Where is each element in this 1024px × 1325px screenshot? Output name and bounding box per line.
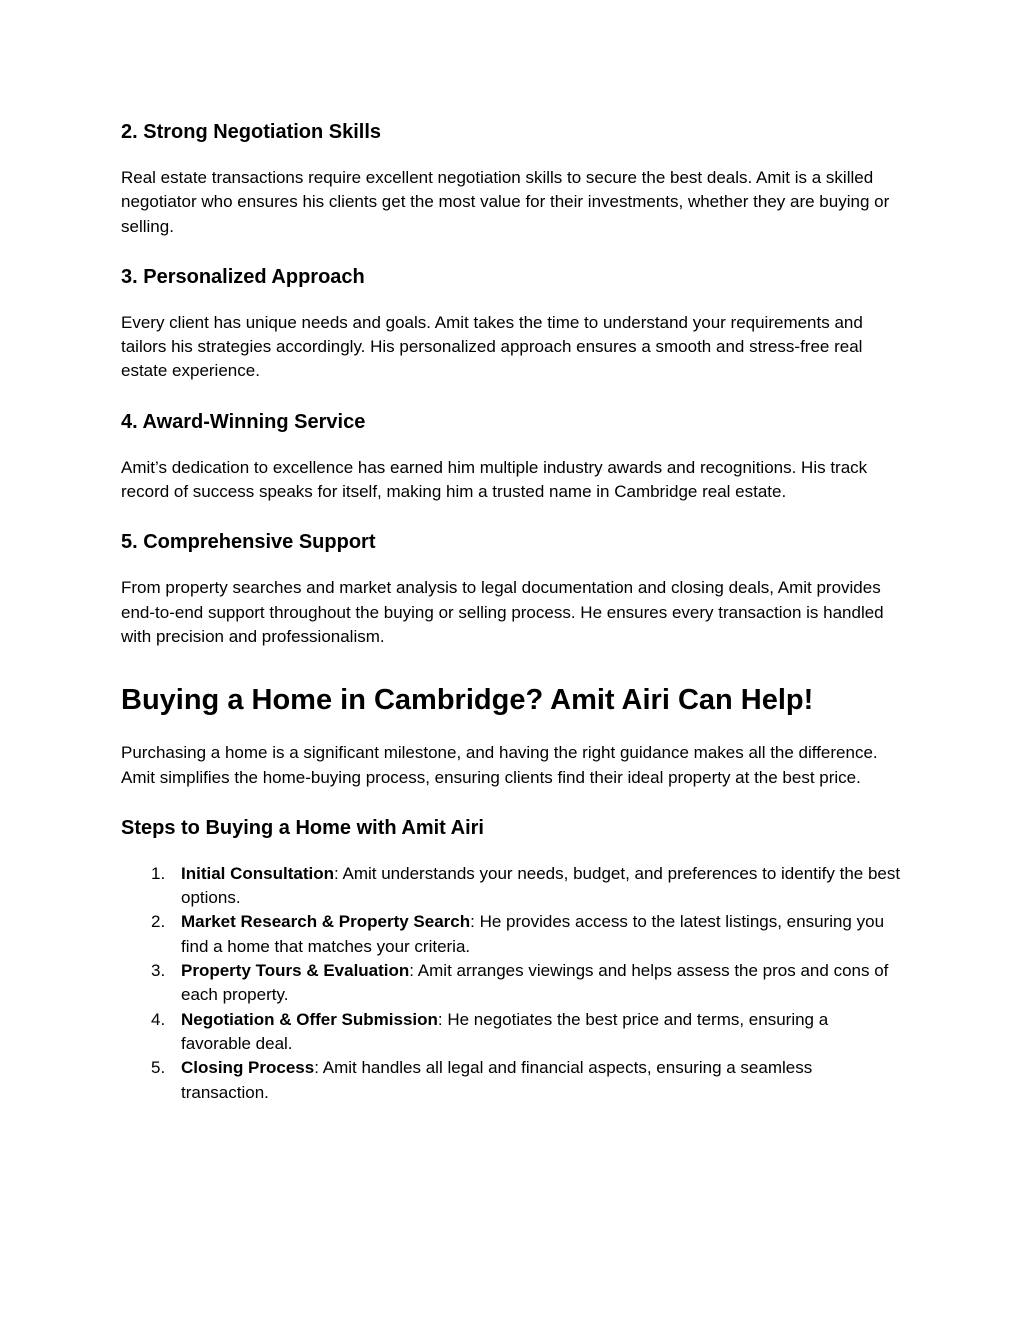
section-heading-negotiation: 2. Strong Negotiation Skills <box>121 121 382 143</box>
list-number: 4. <box>151 1009 166 1029</box>
step-desc: : Amit arranges viewings and helps assess the pros and cons of each property. <box>181 961 889 1005</box>
steps-heading: Steps to Buying a Home with Amit Airi <box>121 816 484 839</box>
buying-intro: Purchasing a home is a significant milestone, and having the right guidance makes all the difference. Amit simplifies the home-buying process, ensuring clients find their ideal property at the best price. <box>121 743 878 787</box>
buying-title: Buying a Home in Cambridge? Amit Airi Can Help! <box>121 684 814 717</box>
step-term: Property Tours & Evaluation <box>181 961 410 981</box>
step-desc: : Amit understands your needs, budget, and preferences to identify the best options. <box>181 863 901 908</box>
section-body-support: From property searches and market analysis to legal documentation and closing deals, Amit provides end-to-end support throughout the buying or selling process. He ensures every transaction is handled with precision and professionalism. <box>121 578 884 646</box>
step-desc: : Amit handles all legal and financial aspects, ensuring a seamless transaction. <box>181 1058 813 1102</box>
list-number: 3. <box>151 961 166 981</box>
step-term: Closing Process <box>181 1058 315 1078</box>
list-number: 2. <box>151 912 166 932</box>
section-heading-award: 4. Award-Winning Service <box>121 410 366 433</box>
section-heading-personalized: 3. Personalized Approach <box>121 265 365 288</box>
list-item <box>121 1008 901 1057</box>
list-number: 1. <box>151 863 166 883</box>
step-term: Market Research & Property Search <box>181 912 471 932</box>
steps-list <box>121 862 901 1105</box>
list-number: 5. <box>151 1058 166 1078</box>
step-desc: : He negotiates the best price and terms, ensuring a favorable deal. <box>181 1009 829 1053</box>
section-body-award: Amit’s dedication to excellence has earned him multiple industry awards and recognitions. His track record of success speaks for itself, making him a trusted name in Cambridge real estate. <box>121 457 868 502</box>
section-heading-support: 5. Comprehensive Support <box>121 531 376 554</box>
list-item <box>121 959 901 1008</box>
section-body-negotiation: Real estate transactions require excellent negotiation skills to secure the best deals. Amit is a skilled negotiator who ensures his clients get the most value for their investments, whether they are buying or selling. <box>121 168 890 236</box>
list-item <box>121 910 901 959</box>
step-desc: : He provides access to the latest listings, ensuring you find a home that matches your criteria. <box>181 912 885 956</box>
list-item <box>121 862 901 911</box>
list-item <box>121 1056 901 1105</box>
section-body-personalized: Every client has unique needs and goals. Amit takes the time to understand your requirements and tailors his strategies accordingly. His personalized approach ensures a smooth and stress-free real estate experience. <box>121 312 863 381</box>
step-term: Initial Consultation <box>181 863 334 883</box>
step-term: Negotiation & Offer Submission <box>181 1009 438 1029</box>
document-page <box>121 118 901 1105</box>
